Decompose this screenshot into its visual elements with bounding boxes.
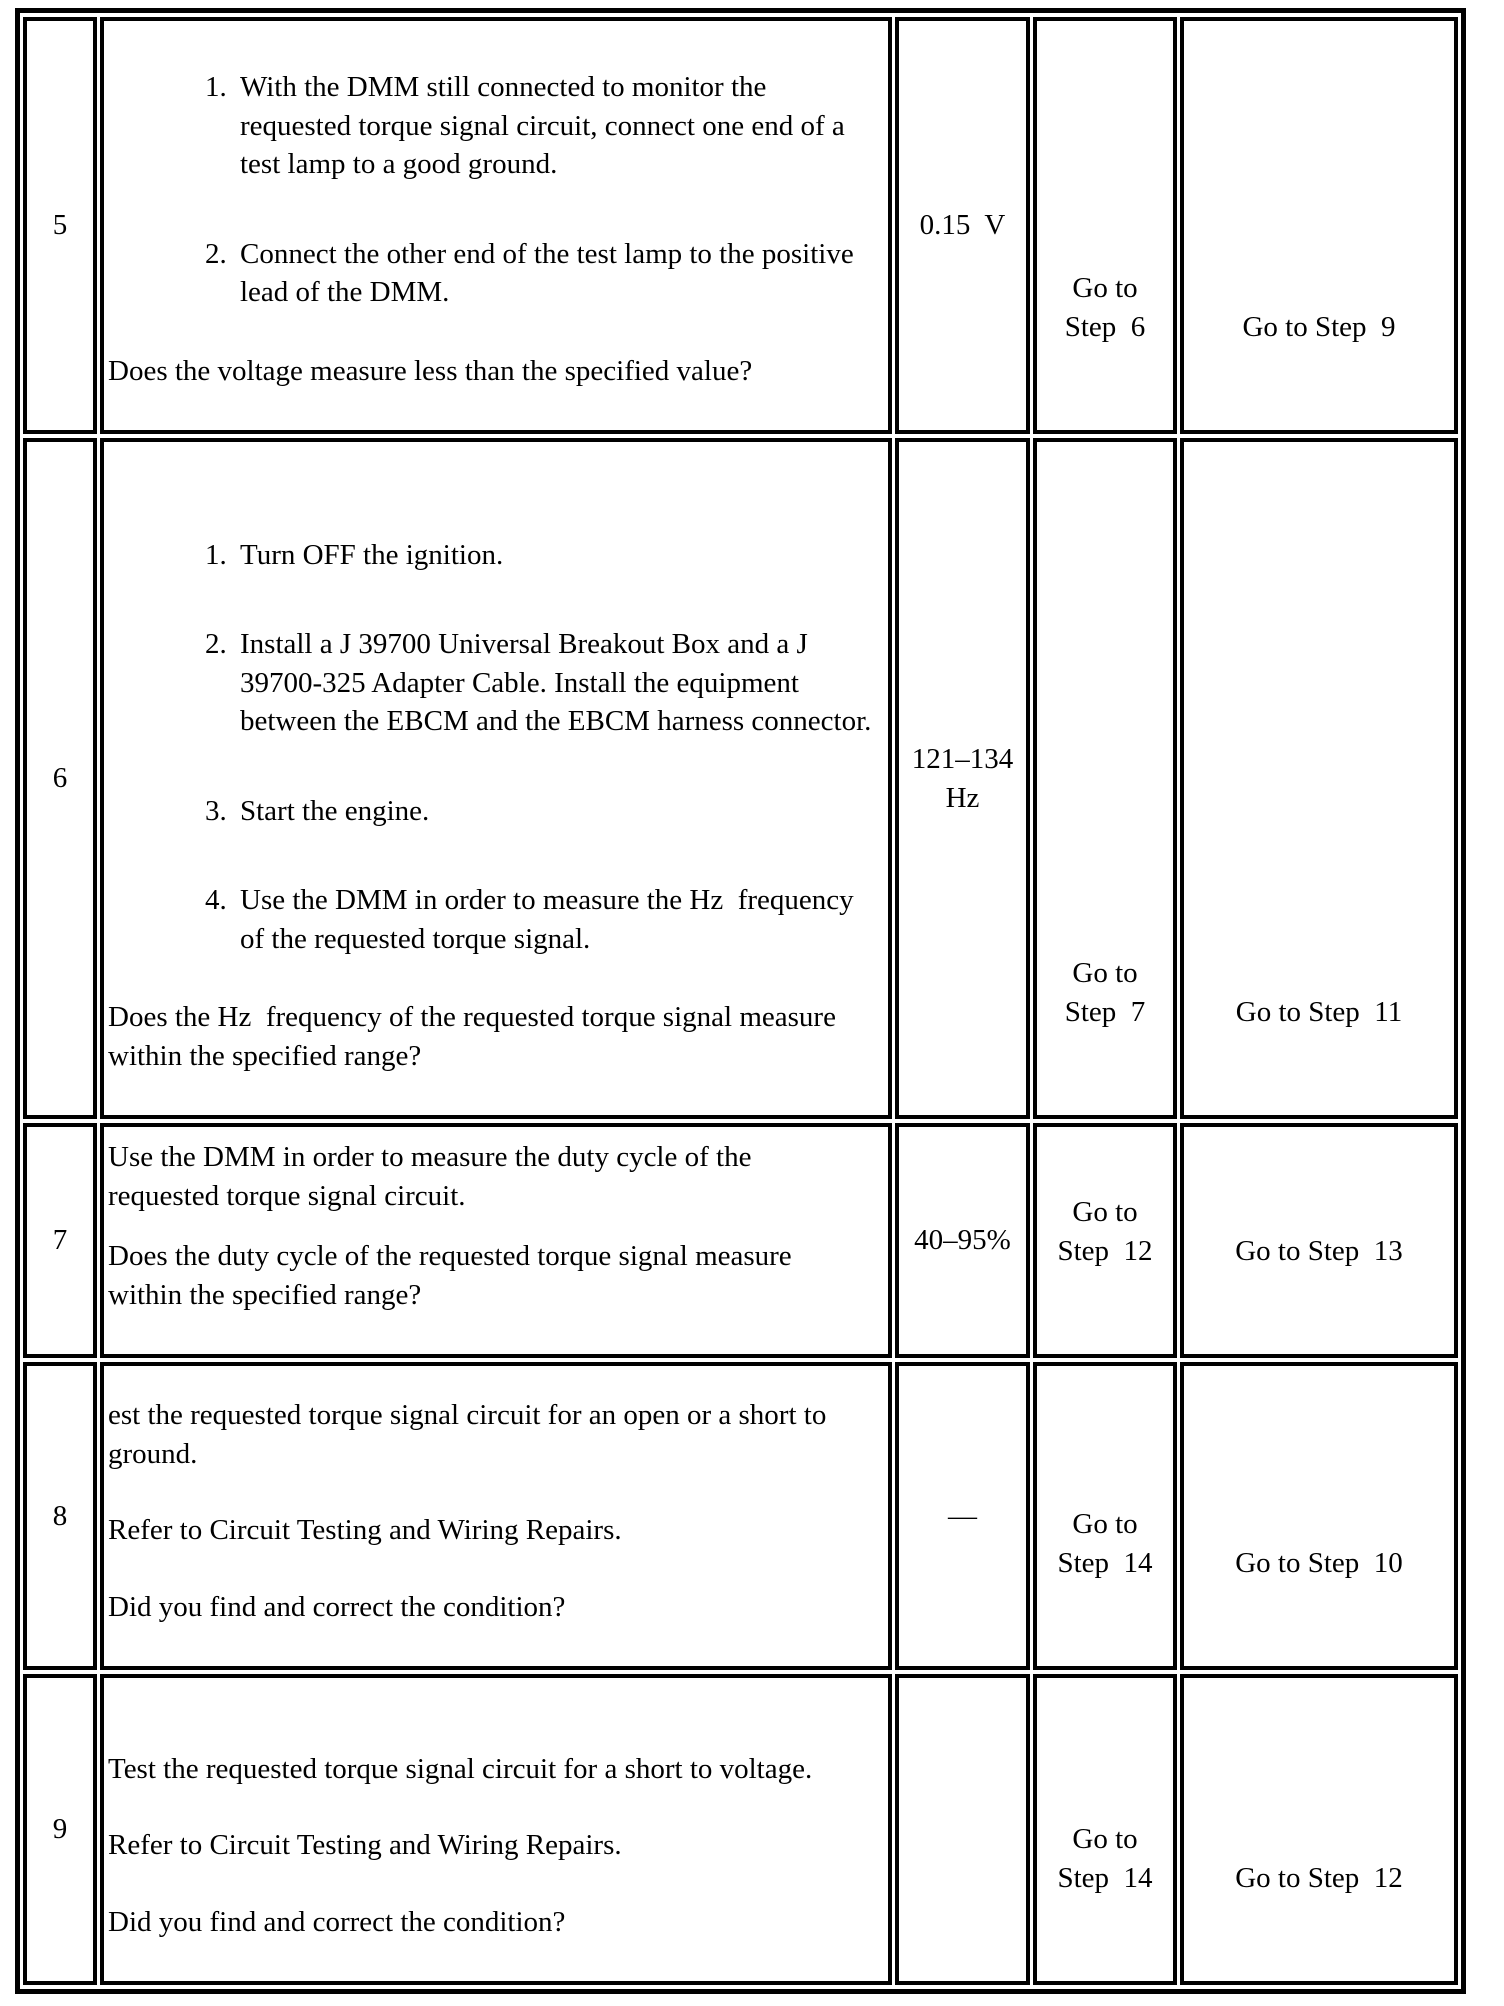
action-cell [100,17,892,434]
instruction: Test the requested torque signal circuit for a short to voltage. [108,1752,813,1785]
table-row [23,1123,1458,1358]
action-cell [100,1123,892,1358]
table-row [23,17,1458,434]
reference-link[interactable]: Refer to Circuit Testing and Wiring Repairs. [108,1829,622,1861]
question: Did you find and correct the condition? [108,1590,566,1623]
action-cell [100,1674,892,1985]
no-link[interactable]: Go to Step 11 [1180,438,1458,1119]
question: Does the duty cycle of the requested torque signal measure within the specified range? [108,1240,792,1311]
step-number: 8 [23,1362,97,1670]
yes-link[interactable]: Go to Step 14 [1033,1674,1177,1985]
list-item: 1. With the DMM still connected to monitor the requested torque signal circuit, connect one end of a test lamp to a good ground. [234,68,882,184]
action-cell [100,1362,892,1670]
question: Does the voltage measure less than the specified value? [108,354,753,387]
step-number: 7 [23,1123,97,1358]
instruction: Use the DMM in order to measure the duty cycle of the requested torque signal circuit. [108,1141,752,1212]
no-link[interactable]: Go to Step 10 [1180,1362,1458,1670]
no-link[interactable]: Go to Step 12 [1180,1674,1458,1985]
question: Does the Hz frequency of the requested torque signal measure within the specified range? [108,1001,844,1072]
list-item: 2. Connect the other end of the test lamp to the positive lead of the DMM. [234,235,882,312]
instruction: est the requested torque signal circuit for an open or a short to ground. [108,1399,827,1470]
list-item: 3. Start the engine. [234,792,882,831]
instruction-list [108,536,882,959]
instruction-list [108,68,882,312]
list-item: 1. Turn OFF the ignition. [234,536,882,575]
list-item: 4. Use the DMM in order to measure the Hz frequency of the requested torque signal. [234,881,882,958]
value-cell: 121–134 Hz [895,438,1030,1119]
list-item: 2. Install a J 39700 Universal Breakout Box and a J 39700-325 Adapter Cable. Install the equipment between the EBCM and the EBCM harness connector. [234,625,882,741]
yes-link[interactable]: Go to Step 6 [1033,17,1177,434]
yes-link[interactable]: Go to Step 14 [1033,1362,1177,1670]
yes-link[interactable]: Go to Step 7 [1033,438,1177,1119]
table-row [23,1362,1458,1670]
reference-link[interactable]: Refer to Circuit Testing and Wiring Repairs. [108,1514,622,1546]
step-number: 5 [23,17,97,434]
value-cell: 0.15 V [895,17,1030,434]
action-cell [100,438,892,1119]
value-cell: 40–95% [895,1123,1030,1358]
diagnostic-steps-table [15,8,1466,1994]
no-link[interactable]: Go to Step 13 [1180,1123,1458,1358]
yes-link[interactable]: Go to Step 12 [1033,1123,1177,1358]
value-cell: — [895,1362,1030,1670]
value-cell [895,1674,1030,1985]
table-row [23,438,1458,1119]
no-link[interactable]: Go to Step 9 [1180,17,1458,434]
question: Did you find and correct the condition? [108,1905,566,1938]
step-number: 9 [23,1674,97,1985]
table-row [23,1674,1458,1985]
step-number: 6 [23,438,97,1119]
